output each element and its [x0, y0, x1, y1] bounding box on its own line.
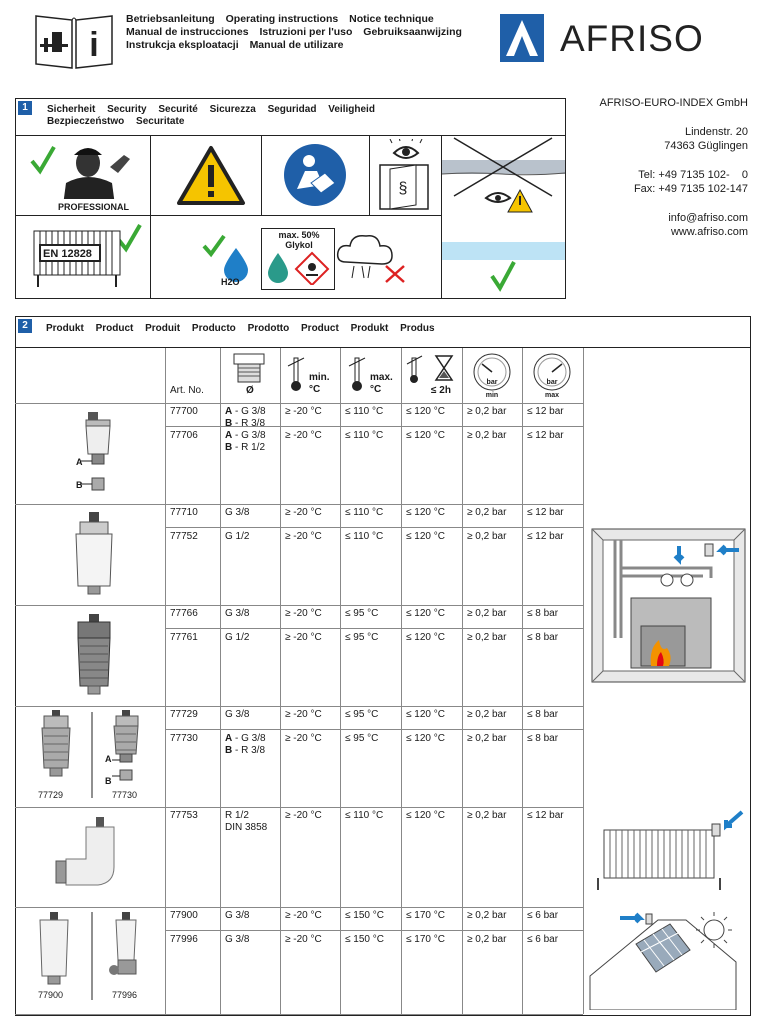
section-title-item: Produit — [145, 323, 181, 334]
logo-text: AFRISO — [560, 18, 704, 59]
table-cell-pmin: ≥ 0,2 bar — [467, 632, 507, 643]
table-gridline — [15, 907, 583, 908]
table-cell-tmax: ≤ 95 °C — [345, 608, 379, 619]
street: Lindenstr. 20 — [685, 126, 748, 138]
title-text: Manual de utilizare — [249, 39, 344, 51]
table-cell-tmax: ≤ 150 °C — [345, 934, 384, 945]
section-title-item: Produkt — [350, 323, 389, 334]
table-cell-t2h: ≤ 170 °C — [406, 910, 445, 921]
table-cell-art: 77900 — [170, 910, 198, 921]
title-text: Manual de instrucciones — [126, 26, 249, 38]
thermometer-hourglass-icon — [406, 354, 458, 384]
title-text: Gebruiksaanwijzing — [363, 26, 462, 38]
table-gridline — [220, 348, 221, 1014]
section-title-item: Veiligheid — [328, 104, 375, 115]
table-cell-tmin: ≥ -20 °C — [285, 709, 322, 720]
header-min-temp: min. °C — [309, 372, 330, 395]
glycol-hazard-icon — [266, 251, 330, 285]
table-cell-tmax: ≤ 95 °C — [345, 709, 379, 720]
product-image-77900-77996 — [22, 910, 162, 1005]
table-cell-pmax: ≤ 12 bar — [527, 810, 564, 821]
table-cell-pmin: ≥ 0,2 bar — [467, 910, 507, 921]
table-cell-pmax: ≤ 12 bar — [527, 507, 564, 518]
table-cell-pmax: ≤ 12 bar — [527, 531, 564, 542]
divider — [261, 135, 262, 215]
divider — [369, 135, 370, 215]
header-art-no: Art. No. — [170, 385, 204, 396]
table-cell-pmin: ≥ 0,2 bar — [467, 608, 507, 619]
table-cell-tmax: ≤ 110 °C — [345, 430, 384, 441]
table-cell-tmin: ≥ -20 °C — [285, 934, 322, 945]
table-cell-tmin: ≥ -20 °C — [285, 632, 322, 643]
label-b: B — [76, 480, 83, 490]
section-title-item: Prodotto — [247, 323, 290, 334]
table-cell-art: 77766 — [170, 608, 198, 619]
table-cell-art: 77761 — [170, 632, 198, 643]
section-title-item: Sicurezza — [209, 104, 256, 115]
product-image-77700 — [70, 410, 120, 500]
section-title-item: Product — [301, 323, 339, 334]
label-b: B — [105, 776, 112, 786]
section-safety — [15, 98, 566, 299]
read-manual-icon — [283, 143, 347, 207]
table-cell-tmax: ≤ 110 °C — [345, 531, 384, 542]
table-cell-t2h: ≤ 120 °C — [406, 632, 445, 643]
table-cell-pmax: ≤ 6 bar — [527, 910, 559, 921]
table-cell-t2h: ≤ 170 °C — [406, 934, 445, 945]
table-cell-thread: G 3/8 — [225, 709, 250, 720]
table-cell-t2h: ≤ 120 °C — [406, 531, 445, 542]
section-title — [47, 104, 384, 128]
table-gridline — [340, 348, 341, 1014]
table-cell-thread: G 3/8 — [225, 934, 250, 945]
title-text: Istruzioni per l'uso — [259, 26, 353, 38]
header-line-3 — [126, 39, 470, 52]
divider — [150, 135, 151, 298]
table-cell-tmin: ≥ -20 °C — [285, 733, 322, 744]
table-cell-t2h: ≤ 120 °C — [406, 733, 445, 744]
table-cell-pmax: ≤ 8 bar — [527, 632, 559, 643]
table-cell-pmin: ≥ 0,2 bar — [467, 406, 507, 417]
table-cell-tmin: ≥ -20 °C — [285, 608, 322, 619]
table-gridline — [15, 706, 583, 707]
header-line-2 — [126, 26, 470, 39]
section-title-item: Produs — [400, 323, 435, 334]
product-image-77753 — [50, 815, 140, 900]
header-line-1 — [126, 13, 470, 26]
solar-installation-image — [586, 906, 750, 1010]
fax: Fax: +49 7135 102-147 — [633, 183, 748, 195]
label-77900: 77900 — [38, 990, 64, 1000]
company-name: AFRISO-EURO-INDEX GmbH — [599, 97, 748, 109]
table-cell-pmin: ≥ 0,2 bar — [467, 531, 507, 542]
section-number: 1 — [18, 101, 32, 115]
table-gridline — [165, 628, 583, 629]
table-cell-pmin: ≥ 0,2 bar — [467, 810, 507, 821]
title-text: Betriebsanleitung — [126, 13, 215, 25]
water-drop-icon — [202, 234, 250, 290]
installation-ok-icon — [442, 216, 565, 298]
table-cell-t2h: ≤ 120 °C — [406, 709, 445, 720]
table-cell-t2h: ≤ 120 °C — [406, 430, 445, 441]
table-cell-t2h: ≤ 120 °C — [406, 810, 445, 821]
table-cell-thread: G 3/8 — [225, 608, 250, 619]
city: 74363 Güglingen — [664, 140, 748, 152]
header-bar-min: bar min — [485, 379, 499, 399]
table-gridline — [401, 348, 402, 1014]
header-bar-max: bar max — [544, 379, 559, 399]
section-title — [46, 323, 444, 335]
table-cell-pmax: ≤ 12 bar — [527, 430, 564, 441]
table-cell-pmin: ≥ 0,2 bar — [467, 934, 507, 945]
table-cell-tmin: ≥ -20 °C — [285, 910, 322, 921]
svg-text:i: i — [89, 26, 99, 64]
installation-warning-icon — [442, 136, 565, 215]
table-cell-t2h: ≤ 120 °C — [406, 406, 445, 417]
glycol-label: max. 50% Glykol — [278, 230, 320, 250]
professional-icon — [26, 141, 144, 213]
company-address — [566, 96, 748, 239]
section-number: 2 — [18, 319, 32, 333]
label-77729: 77729 — [38, 790, 64, 800]
table-cell-tmax: ≤ 95 °C — [345, 632, 379, 643]
table-cell-art: 77706 — [170, 430, 198, 441]
table-gridline — [15, 403, 583, 404]
radiator-standard-icon — [26, 221, 146, 293]
table-cell-pmin: ≥ 0,2 bar — [467, 507, 507, 518]
table-cell-thread: A - G 3/8 B - R 1/2 — [225, 430, 266, 453]
table-cell-tmax: ≤ 95 °C — [345, 733, 379, 744]
section-title-item: Bezpieczeństwo — [47, 116, 125, 127]
table-cell-thread: G 1/2 — [225, 531, 250, 542]
label-a: A — [76, 457, 83, 467]
table-cell-pmax: ≤ 12 bar — [527, 406, 564, 417]
afriso-logo-icon — [500, 14, 544, 62]
product-image-77710 — [70, 510, 120, 600]
product-image-77729-77730 — [22, 710, 162, 802]
table-cell-tmax: ≤ 150 °C — [345, 910, 384, 921]
table-cell-pmax: ≤ 8 bar — [527, 709, 559, 720]
title-text: Notice technique — [349, 13, 434, 25]
title-text: Instrukcja eksploatacji — [126, 39, 239, 51]
table-cell-pmax: ≤ 8 bar — [527, 608, 559, 619]
eye-book-icon — [376, 139, 438, 213]
table-cell-art: 77996 — [170, 934, 198, 945]
table-cell-art: 77730 — [170, 733, 198, 744]
section-title-item: Product — [95, 323, 134, 334]
label-a: A — [105, 754, 112, 764]
table-cell-tmax: ≤ 110 °C — [345, 810, 384, 821]
professional-label: PROFESSIONAL — [58, 202, 130, 212]
table-cell-tmin: ≥ -20 °C — [285, 406, 322, 417]
table-cell-art: 77729 — [170, 709, 198, 720]
section-title-item: Securitate — [136, 116, 185, 127]
table-cell-tmax: ≤ 110 °C — [345, 406, 384, 417]
header-diameter: Ø — [246, 385, 254, 396]
table-cell-tmin: ≥ -20 °C — [285, 430, 322, 441]
table-cell-art: 77752 — [170, 531, 198, 542]
h2o-label: H2O — [221, 277, 240, 287]
table-gridline — [165, 729, 583, 730]
header-max-temp: max. °C — [370, 372, 393, 395]
table-cell-tmin: ≥ -20 °C — [285, 507, 322, 518]
table-cell-t2h: ≤ 120 °C — [406, 608, 445, 619]
divider — [15, 347, 750, 348]
table-gridline — [165, 527, 583, 528]
table-cell-pmin: ≥ 0,2 bar — [467, 709, 507, 720]
boiler-installation-image — [591, 528, 746, 683]
table-cell-pmax: ≤ 8 bar — [527, 733, 559, 744]
table-cell-tmin: ≥ -20 °C — [285, 810, 322, 821]
thermometer-min-icon — [286, 356, 306, 392]
header-time: ≤ 2h — [431, 385, 451, 396]
section-title-item: Producto — [191, 323, 236, 334]
table-gridline — [280, 348, 281, 1014]
table-cell-thread: A - G 3/8 B - R 3/8 — [225, 406, 266, 429]
table-gridline — [15, 807, 583, 808]
table-gridline — [583, 348, 584, 1014]
table-gridline — [15, 504, 583, 505]
table-gridline — [15, 1014, 583, 1015]
table-gridline — [522, 348, 523, 1014]
table-gridline — [15, 605, 583, 606]
table-cell-pmin: ≥ 0,2 bar — [467, 733, 507, 744]
label-77996: 77996 — [112, 990, 138, 1000]
table-cell-art: 77753 — [170, 810, 198, 821]
glycol-box — [261, 228, 335, 290]
phone: Tel: +49 7135 102- 0 — [638, 169, 748, 181]
table-gridline — [165, 348, 166, 1014]
thermometer-max-icon — [347, 356, 367, 392]
table-cell-thread: A - G 3/8 B - R 3/8 — [225, 733, 266, 756]
standard-label: EN 12828 — [43, 248, 92, 260]
svg-text:§: § — [398, 180, 408, 197]
header-languages — [126, 13, 470, 52]
title-text: Operating instructions — [225, 13, 339, 25]
header-manual-icon — [32, 10, 116, 70]
section-title-item: Sicherheit — [47, 104, 96, 115]
table-cell-art: 77710 — [170, 507, 198, 518]
warning-icon — [176, 145, 246, 207]
section-title-item: Produkt — [46, 323, 84, 334]
email-link[interactable]: info@afriso.com — [668, 212, 748, 224]
radiator-installation-image — [590, 810, 750, 892]
table-cell-thread: R 1/2 DIN 3858 — [225, 810, 268, 833]
divider — [16, 215, 441, 216]
table-cell-thread: G 1/2 — [225, 632, 250, 643]
web-link[interactable]: www.afriso.com — [670, 226, 748, 238]
product-image-77766 — [70, 612, 120, 702]
label-77730: 77730 — [112, 790, 138, 800]
table-cell-art: 77700 — [170, 406, 198, 417]
table-cell-t2h: ≤ 120 °C — [406, 507, 445, 518]
table-cell-thread: G 3/8 — [225, 507, 250, 518]
section-title-item: Securité — [158, 104, 198, 115]
table-cell-thread: G 3/8 — [225, 910, 250, 921]
table-cell-pmax: ≤ 6 bar — [527, 934, 559, 945]
section-title-item: Security — [107, 104, 147, 115]
table-cell-pmin: ≥ 0,2 bar — [467, 430, 507, 441]
no-condensation-icon — [334, 232, 412, 284]
table-cell-tmax: ≤ 110 °C — [345, 507, 384, 518]
table-gridline — [165, 930, 583, 931]
table-gridline — [462, 348, 463, 1014]
section-title-item: Seguridad — [267, 104, 317, 115]
table-cell-tmin: ≥ -20 °C — [285, 531, 322, 542]
